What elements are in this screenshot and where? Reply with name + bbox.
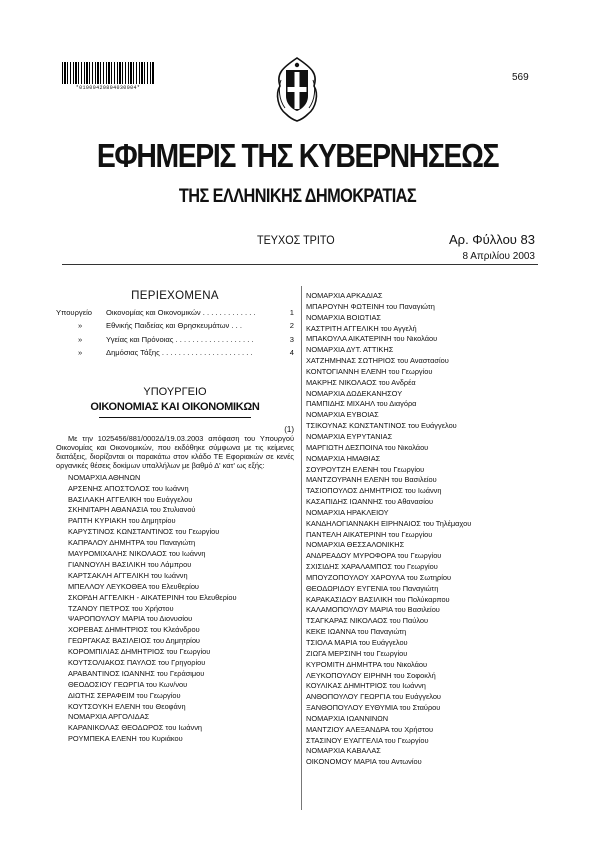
- issue-date: 8 Απριλίου 2003: [462, 251, 535, 262]
- page-number: 569: [512, 72, 529, 83]
- list-item: ΚΑΣΑΠΙΔΗΣ ΙΩΑΝΝΗΣ του Αθανασίου: [306, 497, 434, 507]
- list-item: ΧΟΡΕΒΑΣ ΔΗΜΗΤΡΙΟΣ του Κλεάνδρου: [68, 625, 200, 635]
- list-item: ΚΟΥΛΙΚΑΣ ΔΗΜΗΤΡΙΟΣ του Ιωάννη: [306, 681, 426, 691]
- list-item: ΣΚΗΝΙΤΑΡΗ ΑΘΑΝΑΣΙΑ του Στυλιανού: [68, 505, 196, 515]
- list-item: ΓΕΩΡΓΑΚΑΣ ΒΑΣΙΛΕΙΟΣ του Δημητρίου: [68, 636, 200, 646]
- list-item: ΜΠΟΥΖΟΠΟΥΛΟΥ ΧΑΡΟΥΛΑ του Σωτηρίου: [306, 572, 452, 582]
- list-item: ΨΑΡΟΠΟΥΛΟΥ ΜΑΡΙΑ του Διονυσίου: [68, 614, 193, 624]
- toc-ministry: »: [78, 321, 83, 331]
- list-item: ΟΙΚΟΝΟΜΟΥ ΜΑΡΙΑ του Αντωνίου: [306, 757, 422, 767]
- list-item: ΝΟΜΑΡΧΙΑ ΑΡΚΑΔΙΑΣ: [306, 291, 383, 300]
- list-item: ΝΟΜΑΡΧΙΑ ΑΘΗΝΩΝ: [68, 472, 141, 482]
- list-item: ΚΑΠΡΑΛΟΥ ΔΗΜΗΤΡΑ του Παναγιώτη: [68, 538, 196, 548]
- list-item: ΚΑΡΑΝΙΚΟΛΑΣ ΘΕΟΔΩΡΟΣ του Ιωάννη: [68, 723, 203, 733]
- barcode-number: *01000420804030004*: [75, 85, 141, 91]
- list-item: ΝΟΜΑΡΧΙΑ ΘΕΣΣΑΛΟΝΙΚΗΣ: [306, 540, 405, 550]
- list-item: ΜΠΑΚΟΥΛΑ ΑΙΚΑΤΕΡΙΝΗ του Νικολάου: [306, 334, 438, 344]
- list-item: ΚΥΡΟΜΙΤΗ ΔΗΜΗΤΡΑ του Νικολάου: [306, 659, 428, 669]
- list-item: ΚΟΥΤΣΟΥΚΗ ΕΛΕΝΗ του Θεοφάνη: [68, 701, 186, 711]
- list-item: ΝΟΜΑΡΧΙΑ ΗΡΑΚΛΕΙΟΥ: [306, 507, 389, 517]
- list-item: ΚΑΣΤΡΙΤΗ ΑΓΓΕΛΙΚΗ του Αγγελή: [306, 323, 417, 333]
- list-item: ΜΠΕΛΛΟΥ ΛΕΥΚΟΘΕΑ του Ελευθερίου: [68, 581, 199, 591]
- header-rule: [62, 264, 538, 265]
- list-item: ΑΡΣΕΝΗΣ ΑΠΟΣΤΟΛΟΣ του Ιωάννη: [68, 483, 189, 493]
- list-item: ΝΟΜΑΡΧΙΑ ΒΟΙΩΤΙΑΣ: [306, 312, 381, 322]
- gazette-subtitle: ΤΗΣ ΕΛΛΗΝΙΚΗΣ ΔΗΜΟΚΡΑΤΙΑΣ: [178, 186, 417, 207]
- list-item: ΝΟΜΑΡΧΙΑ ΙΩΑΝΝΙΝΩΝ: [306, 713, 389, 723]
- list-item: ΜΠΑΡΟΥΝΗ ΦΩΤΕΙΝΗ του Παναγιώτη: [306, 301, 435, 311]
- list-item: ΑΡΑΒΑΝΤΙΝΟΣ ΙΩΑΝΝΗΣ του Γεράσιμου: [68, 668, 205, 678]
- list-item: ΜΑΝΤΖΟΥΡΑΝΗ ΕΛΕΝΗ του Βασιλείου: [306, 475, 437, 485]
- list-item: ΡΟΥΜΠΕΚΑ ΕΛΕΝΗ του Κυριάκου: [68, 734, 183, 744]
- list-item: ΣΧΙΣΙΔΗΣ ΧΑΡΑΛΑΜΠΟΣ του Γεωργίου: [306, 562, 438, 572]
- toc-ministry: Υπουργείο: [56, 308, 92, 317]
- appointee-list-left: [56, 473, 294, 745]
- ministry-heading: [56, 385, 294, 418]
- list-item: ΜΑΡΓΙΩΤΗ ΔΕΣΠΟΙΝΑ του Νικολάου: [306, 442, 429, 452]
- list-item: ΚΑΡΑΚΑΣΙΔΟΥ ΒΑΣΙΛΙΚΗ του Πολύκαρπου: [306, 594, 450, 604]
- list-item: ΔΙΩΤΗΣ ΣΕΡΑΦΕΙΜ του Γεωργίου: [68, 690, 181, 700]
- issue-label: ΤΕΥΧΟΣ ΤΡΙΤΟ: [257, 233, 335, 247]
- list-item: ΜΑΥΡΟΜΙΧΑΛΗΣ ΝΙΚΟΛΑΟΣ του Ιωάννη: [68, 549, 206, 559]
- toc-entry: Δημόσιας Τάξης . . . . . . . . . . . . . . . . . . . . . .: [106, 347, 253, 357]
- toc-entry: Εθνικής Παιδείας και Θρησκευμάτων . . .: [106, 321, 242, 331]
- column-divider: [301, 286, 302, 810]
- contents-title: ΠΕΡΙΕΧΟΜΕΝΑ: [131, 290, 219, 302]
- list-item: ΠΑΜΠΙΔΗΣ ΜΙΧΑΗΛ του Διαγόρα: [306, 399, 417, 409]
- list-item: ΒΑΣΙΛΑΚΗ ΑΓΓΕΛΙΚΗ του Ευάγγελου: [68, 494, 193, 504]
- toc-row[interactable]: [56, 348, 294, 361]
- list-item: ΚΟΥΤΣΟΛΙΑΚΟΣ ΠΑΥΛΟΣ του Γρηγορίου: [68, 657, 206, 667]
- gazette-title: ΕΦΗΜΕΡΙΣ ΤΗΣ ΚΥΒΕΡΝΗΣΕΩΣ: [96, 137, 499, 174]
- list-item: ΘΕΟΔΟΣΙΟΥ ΓΕΩΡΓΙΑ του Κων/νου: [68, 679, 188, 689]
- list-item: ΚΑΡΤΣΑΚΛΗ ΑΓΓΕΛΙΚΗ του Ιωάννη: [68, 570, 188, 580]
- list-item: ΤΑΣΙΟΠΟΥΛΟΣ ΔΗΜΗΤΡΙΟΣ του Ιωάννη: [306, 486, 442, 496]
- sheet-number: Αρ. Φύλλου 83: [449, 232, 535, 247]
- list-item: ΣΟΥΡΟΥΤΖΗ ΕΛΕΝΗ του Γεωργίου: [306, 464, 425, 474]
- list-item: ΖΙΩΓΑ ΜΕΡΣΙΝΗ του Γεωργίου: [306, 648, 408, 658]
- list-item: ΝΟΜΑΡΧΙΑ ΕΥΡΥΤΑΝΙΑΣ: [306, 431, 393, 441]
- list-item: ΞΑΝΘΟΠΟΥΛΟΥ ΕΥΘΥΜΙΑ του Σταύρου: [306, 703, 441, 713]
- list-item: ΝΟΜΑΡΧΙΑ ΚΑΒΑΛΑΣ: [306, 746, 381, 756]
- ministry-heading-rule: [99, 417, 251, 418]
- list-item: ΤΣΑΓΚΑΡΑΣ ΝΙΚΟΛΑΟΣ του Παύλου: [306, 616, 429, 626]
- list-item: ΝΟΜΑΡΧΙΑ ΕΥΒΟΙΑΣ: [306, 410, 379, 420]
- right-column: [306, 291, 546, 768]
- toc-page: 1: [289, 308, 294, 317]
- appointee-list-right: [306, 291, 546, 768]
- list-item: ΠΑΝΤΕΛΗ ΑΙΚΑΤΕΡΙΝΗ του Γεωργίου: [306, 529, 433, 539]
- list-item: ΧΑΤΖΗΜΗΝΑΣ ΣΩΤΗΡΙΟΣ του Αναστασίου: [306, 356, 449, 366]
- list-item: ΜΑΝΤΖΙΟΥ ΑΛΕΞΑΝΔΡΑ του Χρήστου: [306, 724, 434, 734]
- list-item: ΤΣΙΚΟΥΝΑΣ ΚΩΝΣΤΑΝΤΙΝΟΣ του Ευάγγελου: [306, 421, 457, 431]
- list-item: ΡΑΠΤΗ ΚΥΡΙΑΚΗ του Δημητρίου: [68, 516, 176, 526]
- list-item: ΜΑΚΡΗΣ ΝΙΚΟΛΑΟΣ του Ανδρέα: [306, 377, 416, 387]
- list-item: ΤΣΙΟΛΑ ΜΑΡΙΑ του Ευάγγελου: [306, 638, 408, 647]
- list-item: ΝΟΜΑΡΧΙΑ ΔΥΤ. ΑΤΤΙΚΗΣ: [306, 345, 394, 355]
- list-item: ΚΑΡΥΣΤΙΝΟΣ ΚΩΝΣΤΑΝΤΙΝΟΣ του Γεωργίου: [68, 527, 220, 537]
- list-item: ΝΟΜΑΡΧΙΑ ΑΡΓΟΛΙΔΑΣ: [68, 712, 150, 722]
- list-item: ΝΟΜΑΡΧΙΑ ΗΜΑΘΙΑΣ: [306, 453, 381, 463]
- toc-ministry: »: [78, 347, 83, 357]
- ministry-heading-line1: ΥΠΟΥΡΓΕΙΟ: [143, 386, 207, 399]
- list-item: ΣΚΟΡΔΗ ΑΓΓΕΛΙΚΗ - ΑΙΚΑΤΕΡΙΝΗ του Ελευθερίου: [68, 592, 237, 602]
- left-column: [56, 290, 294, 745]
- list-item: ΛΕΥΚΟΠΟΥΛΟΥ ΕΙΡΗΝΗ του Σοφοκλή: [306, 670, 436, 680]
- list-item: ΝΟΜΑΡΧΙΑ ΔΩΔΕΚΑΝΗΣΟΥ: [306, 388, 403, 398]
- toc-ministry: »: [78, 334, 83, 344]
- toc-entry: Οικονομίας και Οικονομικών . . . . . . . . . . . . .: [106, 308, 256, 317]
- decision-number: (1): [284, 425, 294, 435]
- barcode-bars: [62, 62, 154, 84]
- list-item: ΚΑΝΔΗΛΟΓΙΑΝΝΑΚΗ ΕΙΡΗΝΑΙΟΣ του Τηλέμαχου: [306, 518, 472, 528]
- toc-row[interactable]: [56, 335, 294, 348]
- toc-row[interactable]: [56, 308, 294, 321]
- list-item: ΚΟΝΤΟΓΙΑΝΝΗ ΕΛΕΝΗ του Γεωργίου: [306, 366, 433, 376]
- list-item: ΣΤΑΣΙΝΟΥ ΕΥΑΓΓΕΛΙΑ του Γεωργίου: [306, 735, 429, 745]
- list-item: ΓΙΑΝΝΟΥΛΗ ΒΑΣΙΛΙΚΗ του Λάμπρου: [68, 559, 192, 569]
- toc-row[interactable]: [56, 321, 294, 334]
- list-item: ΘΕΟΔΩΡΙΔΟΥ ΕΥΓΕΝΙΑ του Παναγιώτη: [306, 583, 439, 593]
- toc-page: 4: [289, 347, 294, 357]
- decision-text: Με την 1025456/881/0002Δ/19.03.2003 απόφαση του Υπουργού Οικονομίας και Οικονομικών, που εκδόθηκε σύμφωνα με τις κείμενες διατάξεις, διορίζονται οι παρακάτω στον κλάδο ΤΕ Εφοριακών σε κενές οργανικές θέσεις δοκίμων υπαλλήλων με βαθμό Δ' κατ' ως εξής:: [56, 434, 294, 470]
- list-item: ΚΕΚΕ ΙΩΑΝΝΑ του Παναγιώτη: [306, 627, 407, 637]
- list-item: ΑΝΘΟΠΟΥΛΟΥ ΓΕΩΡΓΙΑ του Ευάγγελου: [306, 692, 441, 702]
- list-item: ΑΝΔΡΕΑΔΟΥ ΜΥΡΟΦΟΡΑ του Γεωργίου: [306, 551, 442, 561]
- list-item: ΤΖΑΝΟΥ ΠΕΤΡΟΣ του Χρήστου: [68, 603, 174, 613]
- toc-page: 2: [289, 321, 294, 331]
- toc-page: 3: [289, 334, 294, 344]
- table-of-contents: [56, 308, 294, 361]
- list-item: ΚΑΛΑΜΟΠΟΥΛΟΥ ΜΑΡΙΑ του Βασιλείου: [306, 605, 440, 615]
- ministry-heading-line2: ΟΙΚΟΝΟΜΙΑΣ ΚΑΙ ΟΙΚΟΝΟΜΙΚΩΝ: [90, 401, 260, 414]
- barcode: [62, 62, 154, 92]
- list-item: ΚΟΡΟΜΠΙΛΙΑΣ ΔΗΜΗΤΡΙΟΣ του Γεωργίου: [68, 647, 211, 657]
- coat-of-arms-icon: [272, 56, 322, 122]
- toc-entry: Υγείας και Πρόνοιας . . . . . . . . . . . . . . . . . . .: [106, 334, 254, 344]
